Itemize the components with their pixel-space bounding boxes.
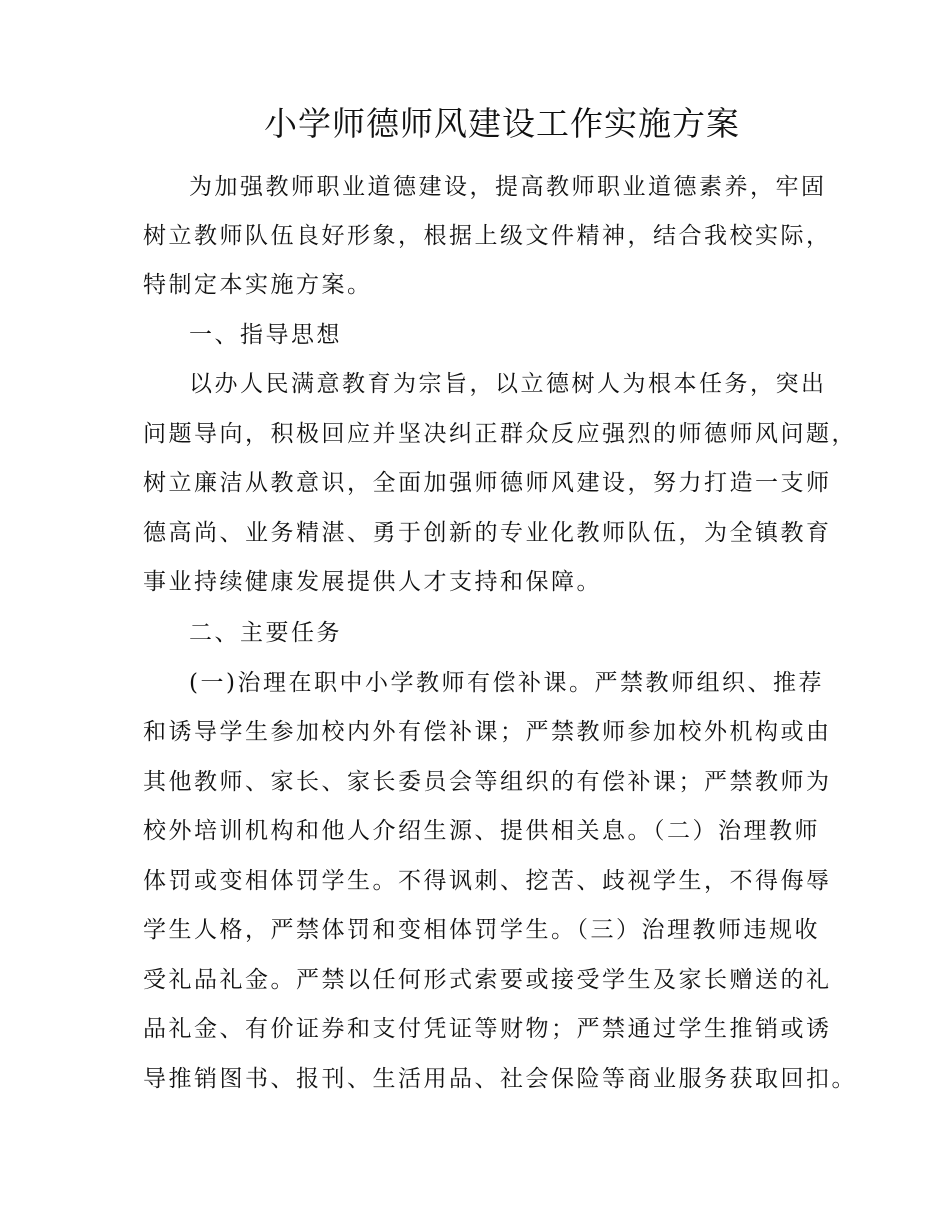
paragraph-line: 受礼品礼金。严禁以任何形式索要或接受学生及家长赠送的礼	[143, 967, 832, 993]
paragraph-line: 事业持续健康发展提供人才支持和保障。	[143, 569, 602, 595]
paragraph-line: 品礼金、有价证券和支付凭证等财物；严禁通过学生推销或诱	[143, 1016, 832, 1042]
paragraph-line: 其他教师、家长、家长委员会等组织的有偿补课；严禁教师为	[143, 769, 832, 795]
paragraph-line: 为加强教师职业道德建设，提高教师职业道德素养，牢固	[189, 174, 827, 200]
paragraph-line: 校外培训机构和他人介绍生源、提供相关息。（二）治理教师	[143, 818, 820, 844]
section-heading: 二、主要任务	[189, 620, 342, 646]
paragraph-line: 和诱导学生参加校内外有偿补课；严禁教师参加校外机构或由	[143, 719, 832, 745]
paragraph-line: 树立廉洁从教意识，全面加强师德师风建设，努力打造一支师	[143, 470, 832, 496]
paragraph-line: 导推销图书、报刊、生活用品、社会保险等商业服务获取回扣。	[143, 1066, 857, 1092]
paragraph-line: 特制定本实施方案。	[143, 272, 373, 298]
paragraph-line: 体罚或变相体罚学生。不得讽刺、挖苦、歧视学生，不得侮辱	[143, 868, 832, 894]
paragraph-line: (一)治理在职中小学教师有偿补课。严禁教师组织、推荐	[189, 670, 824, 696]
paragraph-line: 以办人民满意教育为宗旨，以立德树人为根本任务，突出	[189, 371, 827, 397]
paragraph-line: 问题导向，积极回应并坚决纠正群众反应强烈的师德师风问题，	[143, 421, 857, 447]
paragraph-line: 学生人格，严禁体罚和变相体罚学生。（三）治理教师违规收	[143, 917, 820, 943]
paragraph-line: 德高尚、业务精湛、勇于创新的专业化教师队伍，为全镇教育	[143, 520, 832, 546]
paragraph-line: 树立教师队伍良好形象，根据上级文件精神，结合我校实际，	[143, 223, 832, 249]
section-heading: 一、指导思想	[189, 322, 342, 348]
document-title: 小学师德师风建设工作实施方案	[264, 104, 740, 143]
